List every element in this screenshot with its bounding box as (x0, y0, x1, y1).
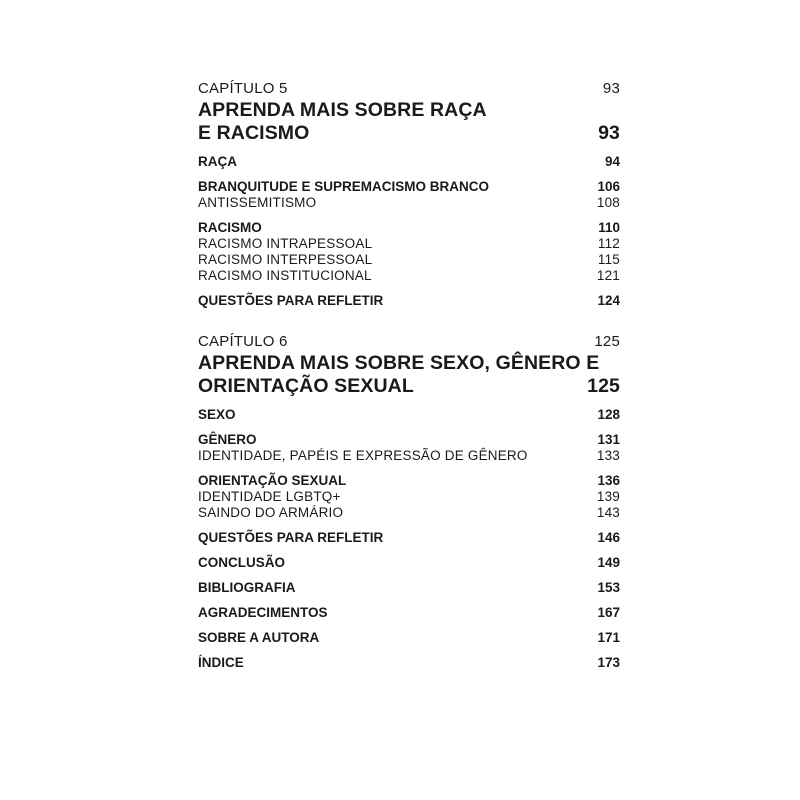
chapter-title-page-number: 93 (598, 122, 620, 144)
toc-entry-title: RAÇA (198, 154, 237, 169)
toc-entry[interactable] (198, 293, 620, 309)
toc-entry[interactable] (198, 154, 620, 170)
chapter-title-line: E RACISMO (198, 122, 310, 144)
toc-subentry-title: SAINDO DO ARMÁRIO (198, 505, 344, 520)
toc-entry-title: ORIENTAÇÃO SEXUAL (198, 473, 347, 488)
chapter-label: CAPÍTULO 6 (198, 333, 288, 350)
chapter-page-number: 93 (602, 80, 620, 97)
toc-subentry-title: IDENTIDADE, PAPÉIS E EXPRESSÃO DE GÊNERO (198, 448, 528, 463)
toc-subentry-page: 121 (596, 268, 620, 283)
toc-subentry-title: RACISMO INTERPESSOAL (198, 252, 373, 267)
toc-entry-title: QUESTÕES PARA REFLETIR (198, 293, 384, 308)
toc-subentry-page: 112 (597, 236, 620, 251)
toc-entry-page: 128 (597, 407, 620, 422)
toc-subentry-page: 139 (596, 489, 620, 504)
toc-entry-title: CONCLUSÃO (198, 555, 285, 570)
toc-entry[interactable] (198, 473, 620, 489)
toc-entry[interactable] (198, 605, 620, 621)
toc-subentry-title: IDENTIDADE LGBTQ+ (198, 489, 341, 504)
toc-subentry-page: 133 (596, 448, 620, 463)
toc-entry-page: 94 (604, 154, 620, 169)
toc-entry-title: SOBRE A AUTORA (198, 630, 320, 645)
chapter-6-title (198, 352, 620, 398)
chapter-title-line: ORIENTAÇÃO SEXUAL (198, 375, 414, 397)
toc-entry[interactable] (198, 432, 620, 448)
toc-subentry[interactable] (198, 195, 620, 211)
toc-entry-title: BRANQUITUDE E SUPREMACISMO BRANCO (198, 179, 490, 194)
toc-entry-title: AGRADECIMENTOS (198, 605, 328, 620)
toc-entry[interactable] (198, 220, 620, 236)
chapter-title-line: APRENDA MAIS SOBRE RAÇA (198, 99, 487, 121)
chapter-5-title (198, 99, 620, 145)
toc-subentry[interactable] (198, 252, 620, 268)
toc-subentry[interactable] (198, 268, 620, 284)
toc-entry-page: 106 (597, 179, 620, 194)
toc-entry-title: GÊNERO (198, 432, 257, 447)
chapter-title-line: APRENDA MAIS SOBRE SEXO, GÊNERO E (198, 352, 600, 374)
chapter-title-page-number: 125 (587, 375, 620, 397)
toc-entry-page: 173 (597, 655, 620, 670)
toc-entry[interactable] (198, 580, 620, 596)
toc-entry-page: 171 (597, 630, 620, 645)
toc-subentry-title: RACISMO INSTITUCIONAL (198, 268, 372, 283)
toc-entry-page: 167 (597, 605, 620, 620)
toc-entry-title: ÍNDICE (198, 655, 244, 670)
toc-subentry-page: 108 (596, 195, 620, 210)
toc-entry[interactable] (198, 655, 620, 671)
toc-entry-page: 136 (597, 473, 620, 488)
toc-entry[interactable] (198, 555, 620, 571)
toc-subentry-page: 115 (597, 252, 620, 267)
toc-entry-title: RACISMO (198, 220, 262, 235)
chapter-page-number: 125 (594, 333, 620, 350)
toc-entry-title: BIBLIOGRAFIA (198, 580, 296, 595)
toc-entry-page: 153 (597, 580, 620, 595)
toc-entry-page: 131 (597, 432, 620, 447)
toc-entry[interactable] (198, 630, 620, 646)
toc-subentry-title: ANTISSEMITISMO (198, 195, 317, 210)
toc-entry-title: QUESTÕES PARA REFLETIR (198, 530, 384, 545)
toc-entry-page: 124 (597, 293, 620, 308)
toc-entry[interactable] (198, 530, 620, 546)
toc-entry-page: 149 (597, 555, 620, 570)
chapter-6-label-row (198, 331, 620, 352)
toc-entry-title: SEXO (198, 407, 236, 422)
toc-entry-page: 146 (597, 530, 620, 545)
toc-subentry[interactable] (198, 505, 620, 521)
toc-subentry-page: 143 (596, 505, 620, 520)
toc-subentry-title: RACISMO INTRAPESSOAL (198, 236, 373, 251)
toc-entry-page: 110 (598, 220, 620, 235)
toc-subentry[interactable] (198, 448, 620, 464)
chapter-5-label-row (198, 78, 620, 99)
toc-subentry[interactable] (198, 236, 620, 252)
toc-entry[interactable] (198, 407, 620, 423)
toc-subentry[interactable] (198, 489, 620, 505)
table-of-contents (198, 78, 620, 671)
chapter-label: CAPÍTULO 5 (198, 80, 288, 97)
toc-entry[interactable] (198, 179, 620, 195)
